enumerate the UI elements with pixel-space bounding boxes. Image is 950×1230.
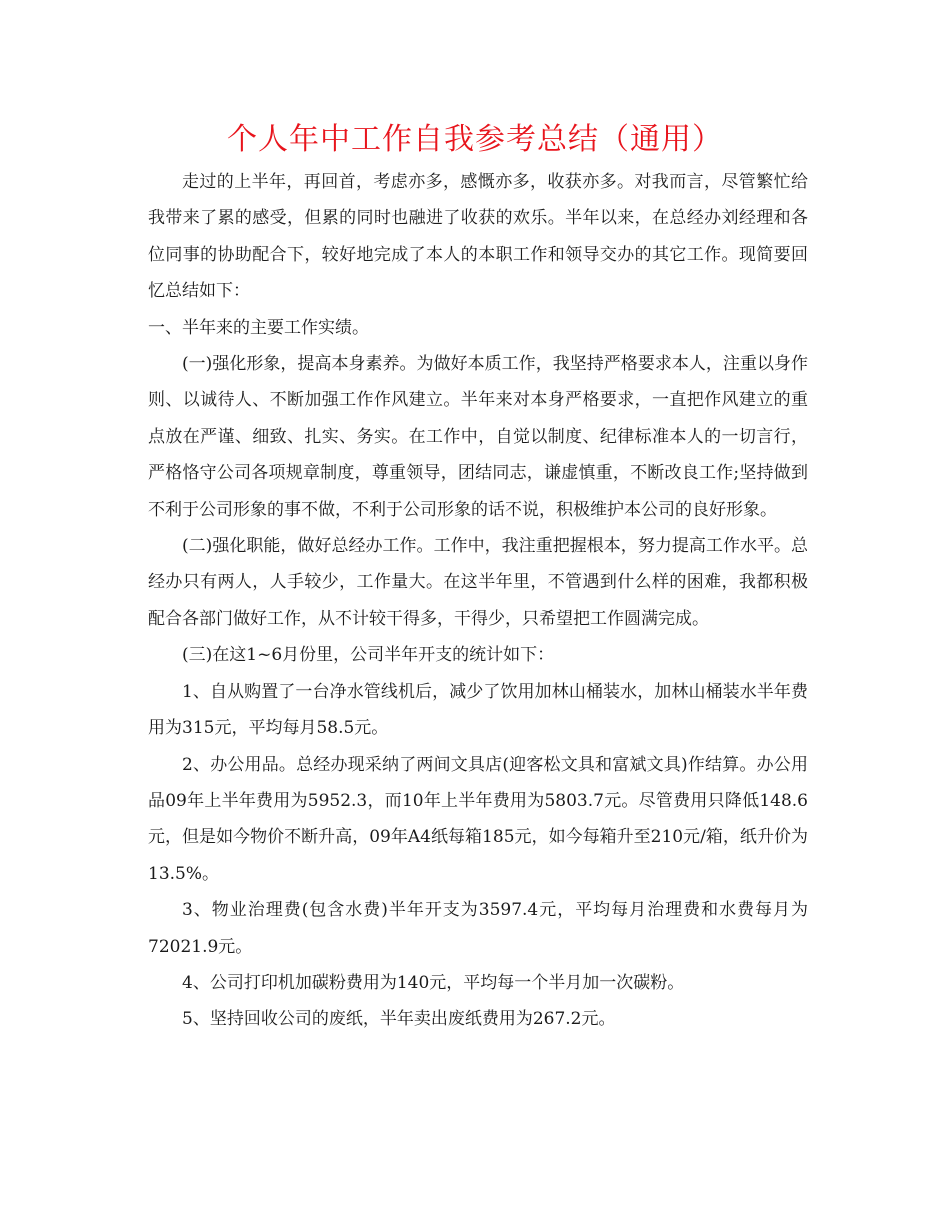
- paragraph-expense-3: 3、物业治理费(包含水费)半年开支为3597.4元，平均每月治理费和水费每月为72021.9元。: [148, 900, 808, 957]
- document-body: [148, 164, 808, 1038]
- paragraph-item-1: (一)强化形象，提高本身素养。为做好本质工作，我坚持严格要求本人，注重以身作则、以诚待人、不断加强工作作风建立。半年来对本身严格要求，一直把作风建立的重点放在严谨、细致、扎实、务实。在工作中，自觉以制度、纪律标准本人的一切言行，严格恪守公司各项规章制度，尊重领导，团结同志，谦虚慎重，不断改良工作;坚持做到不利于公司形象的事不做，不利于公司形象的话不说，积极维护本公司的良好形象。: [148, 354, 808, 520]
- section-heading-1: 一、半年来的主要工作实绩。: [148, 317, 369, 338]
- paragraph-item-2: (二)强化职能，做好总经办工作。工作中，我注重把握根本，努力提高工作水平。总经办只有两人，人手较少，工作量大。在这半年里，不管遇到什么样的困难，我都积极配合各部门做好工作，从不计较干得多，干得少，只希望把工作圆满完成。: [148, 536, 808, 629]
- paragraph-expense-5: 5、坚持回收公司的废纸，半年卖出废纸费用为267.2元。: [182, 1009, 616, 1030]
- document-title: 个人年中工作自我参考总结（通用）: [227, 122, 723, 157]
- paragraph-expense-4: 4、公司打印机加碳粉费用为140元，平均每一个半月加一次碳粉。: [182, 972, 685, 993]
- paragraph-intro: 走过的上半年，再回首，考虑亦多，感慨亦多，收获亦多。对我而言，尽管繁忙给我带来了累的感受，但累的同时也融进了收获的欢乐。半年以来，在总经办刘经理和各位同事的协助配合下，较好地完成了本人的本职工作和领导交办的其它工作。现简要回忆总结如下：: [148, 172, 808, 302]
- paragraph-item-3: (三)在这1~6月份里，公司半年开支的统计如下：: [182, 645, 555, 666]
- paragraph-expense-2: 2、办公用品。总经办现采纳了两间文具店(迎客松文具和富斌文具)作结算。办公用品09年上半年费用为5952.3，而10年上半年费用为5803.7元。尽管费用只降低148.6元，但是如今物价不断升高，09年A4纸每箱185元，如今每箱升至210元/箱，纸升价为13.5%。: [148, 754, 808, 884]
- paragraph-expense-1: 1、自从购置了一台净水管线机后，减少了饮用加林山桶装水，加林山桶装水半年费用为315元，平均每月58.5元。: [148, 681, 808, 739]
